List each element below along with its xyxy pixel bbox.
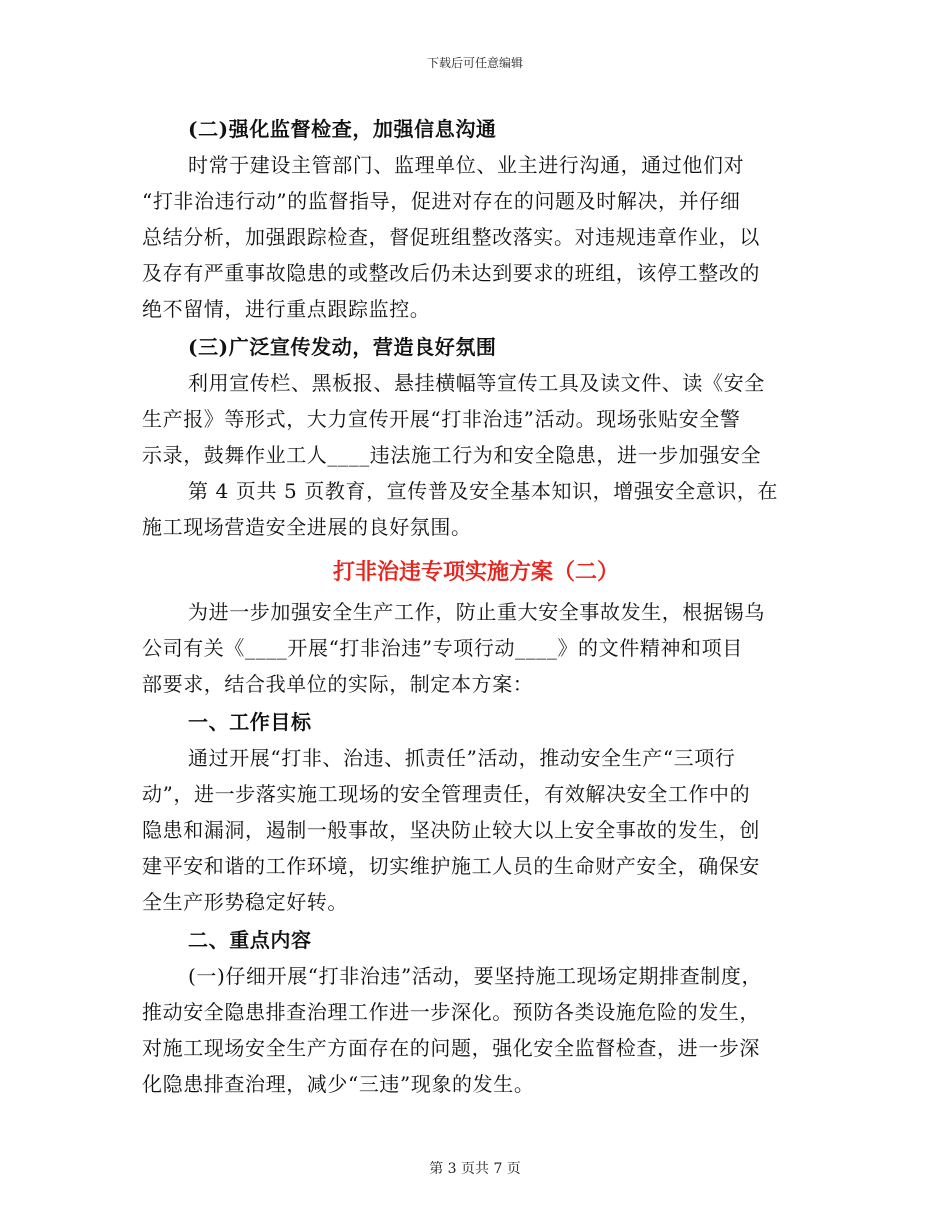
paragraph-line: “打非治违行动”的监督指导，促进对存在的问题及时解决，并仔细 [142,189,741,213]
paragraph-line: 化隐患排查治理，减少“三违”现象的发生。 [142,1072,535,1096]
section-heading: (三)广泛宣传发动，营造良好氛围 [188,335,497,359]
paragraph-line: 第 4 页共 5 页教育，宣传普及安全基本知识，增强安全意识，在 [188,479,779,503]
paragraph-line: 公司有关《____开展“打非治违”专项行动____》的文件精神和项目 [142,636,743,660]
section-heading: 一、工作目标 [188,710,312,734]
paragraph-line: 建平安和谐的工作环境，切实维护施工人员的生命财产安全，确保安 [142,854,760,878]
paragraph-line: 推动安全隐患排查治理工作进一步深化。预防各类设施危险的发生， [142,1000,760,1024]
paragraph-line: 对施工现场安全生产方面存在的问题，强化安全监督检查，进一步深 [142,1036,760,1060]
paragraph-line: 通过开展“打非、治违、抓责任”活动，推动安全生产“三项行 [188,746,736,770]
paragraph-line: 施工现场营造安全进展的良好氛围。 [142,515,472,539]
paragraph-line: 全生产形势稳定好转。 [142,890,348,914]
paragraph-line: (一)仔细开展“打非治违”活动，要坚持施工现场定期排查制度， [188,964,763,988]
section-heading: 二、重点内容 [188,928,312,952]
page-header: 下载后可任意编辑 [426,56,523,70]
paragraph-line: 动”，进一步落实施工现场的安全管理责任，有效解决安全工作中的 [142,782,751,806]
section-title: 打非治违专项实施方案（二） [332,560,619,585]
paragraph-line: 及存有严重事故隐患的或整改后仍未达到要求的班组，该停工整改的 [142,261,760,285]
paragraph-line: 利用宣传栏、黑板报、悬挂横幅等宣传工具及读文件、读《安全 [188,371,765,395]
paragraph-line: 绝不留情，进行重点跟踪监控。 [142,297,431,321]
paragraph-line: 示录，鼓舞作业工人____违法施工行为和安全隐患，进一步加强安全 [142,443,762,467]
paragraph-line: 生产报》等形式，大力宣传开展“打非治违”活动。现场张贴安全警 [142,407,741,431]
paragraph-line: 时常于建设主管部门、监理单位、业主进行沟通，通过他们对 [188,153,745,177]
paragraph-line: 隐患和漏洞，遏制一般事故，坚决防止较大以上安全事故的发生，创 [142,818,760,842]
page-footer: 第 3 页共 7 页 [429,1161,521,1177]
paragraph-line: 总结分析，加强跟踪检查，督促班组整改落实。对违规违章作业，以 [142,225,760,249]
paragraph-line: 为进一步加强安全生产工作，防止重大安全事故发生，根据锡乌 [188,600,765,624]
paragraph-line: 部要求，结合我单位的实际，制定本方案： [142,672,534,696]
section-heading: (二)强化监督检查，加强信息沟通 [188,117,497,141]
